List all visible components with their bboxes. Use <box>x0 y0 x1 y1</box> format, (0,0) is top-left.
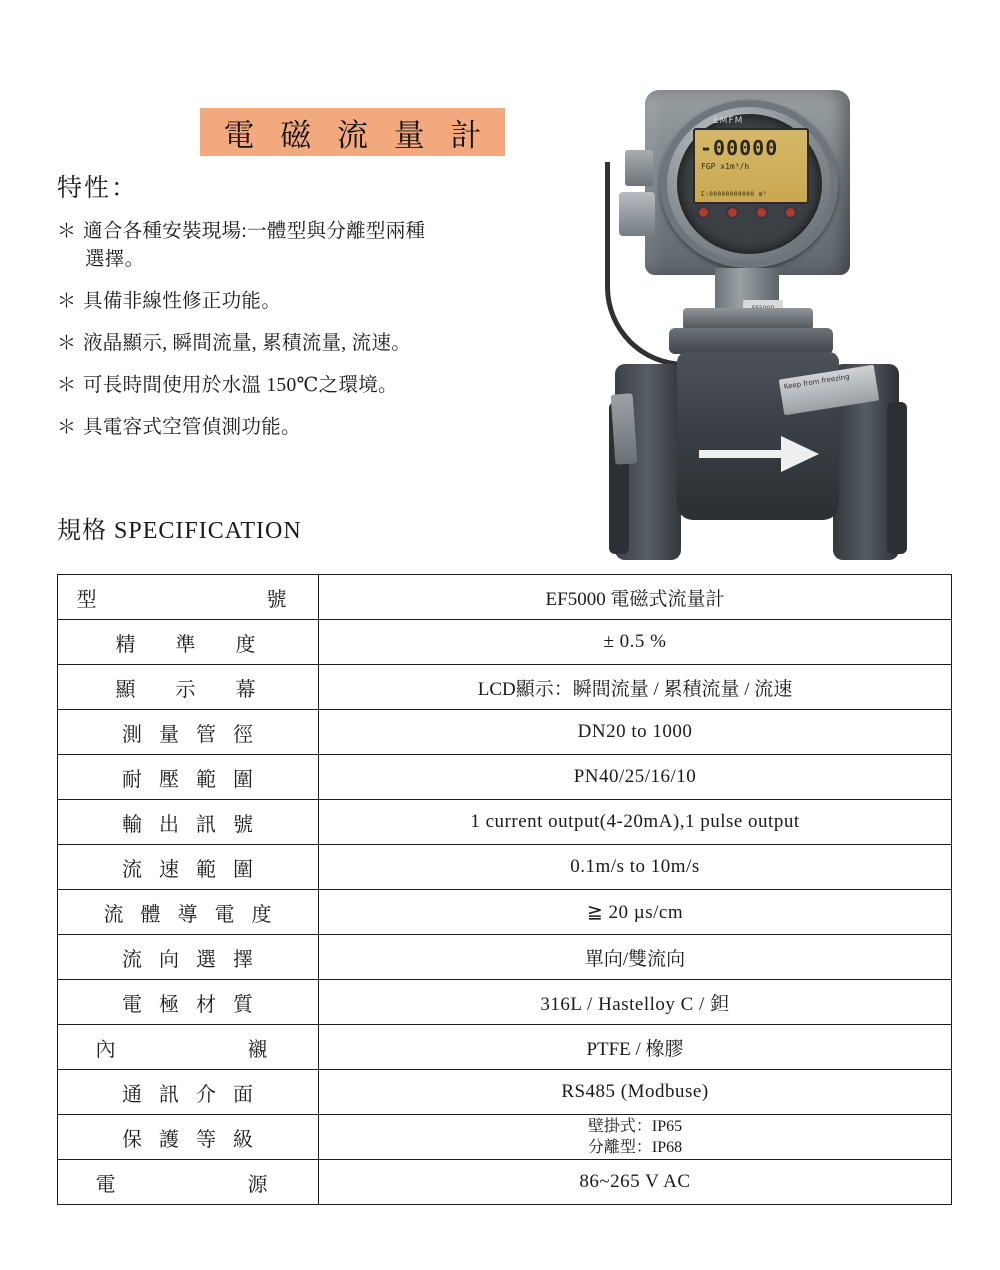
row-value-line-2: 分離型：IP68 <box>587 1139 683 1156</box>
row-value: LCD顯示：瞬間流量 / 累積流量 / 流速 <box>319 665 952 710</box>
row-value: 單向/雙流向 <box>319 935 952 980</box>
product-photo <box>565 42 965 577</box>
feature-text: 可長時間使用於水溫 150℃之環境。 <box>83 375 398 396</box>
feature-item <box>57 372 557 400</box>
row-label: 精 準 度 <box>58 620 319 665</box>
row-value: 316L / Hastelloy C / 鉭 <box>319 980 952 1025</box>
feature-text: 具備非線性修正功能。 <box>83 291 282 312</box>
feature-line-1: 適合各種安裝現場:一體型與分離型兩種 <box>83 221 426 242</box>
table-row <box>58 800 952 845</box>
table-row <box>58 1115 952 1160</box>
table-row <box>58 935 952 980</box>
table-row <box>58 665 952 710</box>
row-value: 86~265 V AC <box>319 1160 952 1205</box>
specification-table <box>57 574 952 1205</box>
led-indicator <box>699 208 708 217</box>
row-value: ≧ 20 µs/cm <box>319 890 952 935</box>
bullet-icon: ＊ <box>57 333 77 354</box>
row-value: 1 current output(4-20mA),1 pulse output <box>319 800 952 845</box>
table-row <box>58 845 952 890</box>
table-row <box>58 1025 952 1070</box>
lcd-totalizer: Σ:00000000000 m³ <box>701 191 767 198</box>
led-indicator <box>728 208 737 217</box>
table-row <box>58 1070 952 1115</box>
row-label: 流 體 導 電 度 <box>58 890 319 935</box>
feature-text: 液晶顯示, 瞬間流量, 累積流量, 流速。 <box>83 333 412 354</box>
row-label: 顯 示 幕 <box>58 665 319 710</box>
led-indicator <box>786 208 795 217</box>
features-heading: 特性： <box>57 175 139 202</box>
bullet-icon: ＊ <box>57 375 77 396</box>
warning-tag: Keep from freezing <box>779 365 879 416</box>
feature-text <box>83 218 425 274</box>
row-label: 通 訊 介 面 <box>58 1070 319 1115</box>
row-value: PN40/25/16/10 <box>319 755 952 800</box>
row-label: 內 襯 <box>58 1025 319 1070</box>
brand-label: EMFM <box>713 116 744 126</box>
conduit-port-lower <box>619 192 655 236</box>
feature-item <box>57 218 557 274</box>
led-indicator <box>757 208 766 217</box>
bullet-icon: ＊ <box>57 221 77 242</box>
row-label: 測 量 管 徑 <box>58 710 319 755</box>
lcd-value: -00000 <box>700 136 779 160</box>
page-title-text: 電 磁 流 量 計 <box>223 117 491 153</box>
row-value: DN20 to 1000 <box>319 710 952 755</box>
feature-item <box>57 288 557 316</box>
lcd-units: FGP x1m³/h <box>701 162 750 171</box>
row-value <box>319 1115 952 1160</box>
table-row <box>58 980 952 1025</box>
conduit-port-upper <box>625 150 653 186</box>
page-title <box>200 108 505 156</box>
row-label: 保 護 等 級 <box>58 1115 319 1160</box>
row-value: RS485 (Modbuse) <box>319 1070 952 1115</box>
feature-text: 具電容式空管偵測功能。 <box>83 417 301 438</box>
features-section <box>57 168 557 456</box>
row-label: 耐 壓 範 圍 <box>58 755 319 800</box>
table-row <box>58 575 952 620</box>
row-value: EF5000 電磁式流量計 <box>319 575 952 620</box>
row-value: PTFE / 橡膠 <box>319 1025 952 1070</box>
spec-heading: 規格 SPECIFICATION <box>57 518 302 544</box>
table-row <box>58 890 952 935</box>
row-label: 電 源 <box>58 1160 319 1205</box>
row-label: 流 向 選 擇 <box>58 935 319 980</box>
sensor-collar <box>669 328 833 354</box>
table-row <box>58 710 952 755</box>
lcd-display <box>693 128 809 204</box>
bullet-icon: ＊ <box>57 417 77 438</box>
feature-item <box>57 414 557 442</box>
row-value: 0.1m/s to 10m/s <box>319 845 952 890</box>
flange-plate-right <box>887 402 907 554</box>
table-body <box>58 575 952 1205</box>
table-row <box>58 1160 952 1205</box>
row-label: 型 號 <box>58 575 319 620</box>
neck-flange <box>683 308 813 330</box>
led-indicators <box>699 208 795 218</box>
table-row <box>58 755 952 800</box>
table-row <box>58 620 952 665</box>
row-label: 電 極 材 質 <box>58 980 319 1025</box>
row-value-line-1: 壁掛式：IP65 <box>587 1118 683 1135</box>
feature-item <box>57 330 557 358</box>
bullet-icon: ＊ <box>57 291 77 312</box>
row-label: 輸 出 訊 號 <box>58 800 319 845</box>
feature-line-2: 選擇。 <box>85 249 145 270</box>
row-label: 流 速 範 圍 <box>58 845 319 890</box>
row-value: ± 0.5 % <box>319 620 952 665</box>
flow-direction-arrow-icon <box>695 424 825 478</box>
